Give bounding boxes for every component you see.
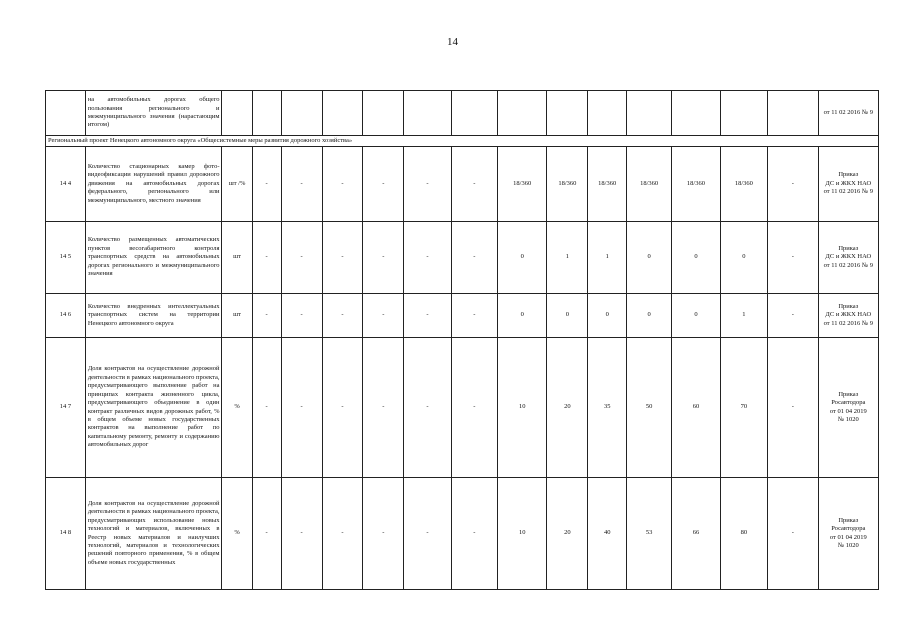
- value-cell: -: [768, 222, 819, 294]
- source-line: Приказ Росавтодора: [831, 516, 866, 533]
- source-cell: [818, 294, 878, 338]
- row-number-cell: [46, 91, 86, 136]
- value-cell: 20: [547, 338, 588, 478]
- source-line: ДС и ЖКХ НАО: [825, 179, 872, 187]
- value-cell: -: [322, 222, 363, 294]
- value-cell: -: [451, 294, 497, 338]
- value-cell: 0: [672, 222, 720, 294]
- value-cell: -: [451, 478, 497, 590]
- value-cell: -: [281, 338, 322, 478]
- value-cell: 1: [720, 294, 767, 338]
- value-cell: 18/360: [547, 147, 588, 222]
- value-cell: 0: [497, 294, 547, 338]
- indicator-description: Количество размещенных автоматических пунктов весогабаритного контроля транспортных средств на автомобильных дорогах регионального и межмуниципального значения: [85, 222, 222, 294]
- value-cell: 50: [627, 338, 672, 478]
- value-cell: 66: [672, 478, 720, 590]
- value-cell: -: [252, 222, 281, 294]
- table-row: [46, 294, 879, 338]
- source-line: № 1020: [837, 541, 859, 549]
- source-line: Приказ: [838, 244, 859, 252]
- value-cell: -: [322, 294, 363, 338]
- value-cell: -: [281, 147, 322, 222]
- value-cell: -: [363, 222, 404, 294]
- value-cell: 18/360: [588, 147, 627, 222]
- row-number: 14 7: [46, 338, 86, 478]
- value-cell: 0: [588, 294, 627, 338]
- value-cell: -: [252, 478, 281, 590]
- indicators-table: [45, 90, 879, 590]
- value-cell: 18/360: [672, 147, 720, 222]
- unit-cell: %: [222, 338, 252, 478]
- row-number: 14 6: [46, 294, 86, 338]
- indicator-description: Доля контрактов на осуществление дорожной деятельности в рамках национального проекта, предусматривающего выполнение работ на принципах контракта жизненного цикла, предусматривающего объединение в один контракт различных видов дорожных работ, % в общем объеме новых государственных контрактов на выполнение работ по капитальному ремонту, ремонту и содержанию автомобильных дорог: [85, 338, 222, 478]
- value-cell: 53: [627, 478, 672, 590]
- source-line: от 11 02 2016 № 9: [823, 319, 873, 327]
- indicator-description: Количество стационарных камер фото-видеофиксации нарушений правил дорожного движения на автомобильных дорогах федерального, регионального или межмуниципального, местного значения: [85, 147, 222, 222]
- value-cell: 0: [672, 294, 720, 338]
- table-row: [46, 147, 879, 222]
- source-line: Приказ: [838, 302, 859, 310]
- value-cell: -: [451, 147, 497, 222]
- indicator-description: на автомобильных дорогах общего пользования регионального и межмуниципального значения (нарастающим итогом): [85, 91, 222, 136]
- value-cell: 0: [720, 222, 767, 294]
- value-cell: -: [281, 294, 322, 338]
- source-cell: от 11 02 2016 № 9: [818, 91, 878, 136]
- source-cell: [818, 338, 878, 478]
- row-number: 14 4: [46, 147, 86, 222]
- section-header-row: [46, 136, 879, 147]
- value-cell: -: [322, 338, 363, 478]
- table-row-continuation: [46, 91, 879, 136]
- table-row: [46, 338, 879, 478]
- value-cell: -: [404, 478, 451, 590]
- value-cell: -: [404, 222, 451, 294]
- value-cell: 1: [588, 222, 627, 294]
- value-cell: 35: [588, 338, 627, 478]
- value-cell: -: [768, 478, 819, 590]
- value-cell: -: [451, 338, 497, 478]
- source-cell: [818, 478, 878, 590]
- value-cell: -: [252, 294, 281, 338]
- value-cell: 0: [547, 294, 588, 338]
- value-cell: -: [768, 294, 819, 338]
- source-line: Приказ: [838, 171, 859, 179]
- value-cell: -: [363, 338, 404, 478]
- value-cell: -: [404, 294, 451, 338]
- source-line: Приказ Росавтодора: [831, 390, 866, 407]
- source-line: ДС и ЖКХ НАО: [825, 311, 872, 319]
- value-cell: 18/360: [720, 147, 767, 222]
- source-line: от 11 02 2016 № 9: [823, 261, 873, 269]
- source-line: от 11 02 2016 № 9: [823, 188, 873, 196]
- row-number: 14 5: [46, 222, 86, 294]
- value-cell: -: [252, 147, 281, 222]
- value-cell: -: [281, 478, 322, 590]
- unit-cell: %: [222, 478, 252, 590]
- value-cell: 18/360: [627, 147, 672, 222]
- table-row: [46, 222, 879, 294]
- source-cell: [818, 222, 878, 294]
- value-cell: 0: [497, 222, 547, 294]
- source-line: от 01 04 2019: [829, 407, 867, 415]
- value-cell: -: [281, 222, 322, 294]
- value-cell: 18/360: [497, 147, 547, 222]
- source-line: № 1020: [837, 415, 859, 423]
- indicator-description: Количество внедренных интеллектуальных транспортных систем на территории Ненецкого автономного округа: [85, 294, 222, 338]
- value-cell: 10: [497, 338, 547, 478]
- value-cell: 70: [720, 338, 767, 478]
- value-cell: -: [363, 147, 404, 222]
- value-cell: -: [363, 478, 404, 590]
- value-cell: 20: [547, 478, 588, 590]
- value-cell: 0: [627, 222, 672, 294]
- source-cell: [818, 147, 878, 222]
- value-cell: -: [322, 147, 363, 222]
- unit-cell: шт /%: [222, 147, 252, 222]
- unit-cell: шт: [222, 222, 252, 294]
- source-line: от 01 04 2019: [829, 533, 867, 541]
- indicator-description: Доля контрактов на осуществление дорожной деятельности в рамках национального проекта, предусматривающих использование новых технологий и материалов, включенных в Реестр новых материалов и наилучших технологий, материалов и технологических решений повторного применения, % в общем объеме новых государственных: [85, 478, 222, 590]
- value-cell: -: [768, 147, 819, 222]
- page-number: 14: [447, 36, 458, 48]
- value-cell: -: [322, 478, 363, 590]
- value-cell: 1: [547, 222, 588, 294]
- value-cell: -: [404, 338, 451, 478]
- value-cell: -: [252, 338, 281, 478]
- value-cell: 40: [588, 478, 627, 590]
- value-cell: 10: [497, 478, 547, 590]
- value-cell: 80: [720, 478, 767, 590]
- value-cell: 60: [672, 338, 720, 478]
- unit-cell: шт: [222, 294, 252, 338]
- table-row: [46, 478, 879, 590]
- value-cell: 0: [627, 294, 672, 338]
- value-cell: -: [768, 338, 819, 478]
- value-cell: -: [404, 147, 451, 222]
- value-cell: -: [363, 294, 404, 338]
- value-cell: -: [451, 222, 497, 294]
- source-line: ДС и ЖКХ НАО: [825, 253, 872, 261]
- section-title: Региональный проект Ненецкого автономного округа «Общесистемные меры развития дорожного хозяйства»: [46, 136, 879, 147]
- row-number: 14 8: [46, 478, 86, 590]
